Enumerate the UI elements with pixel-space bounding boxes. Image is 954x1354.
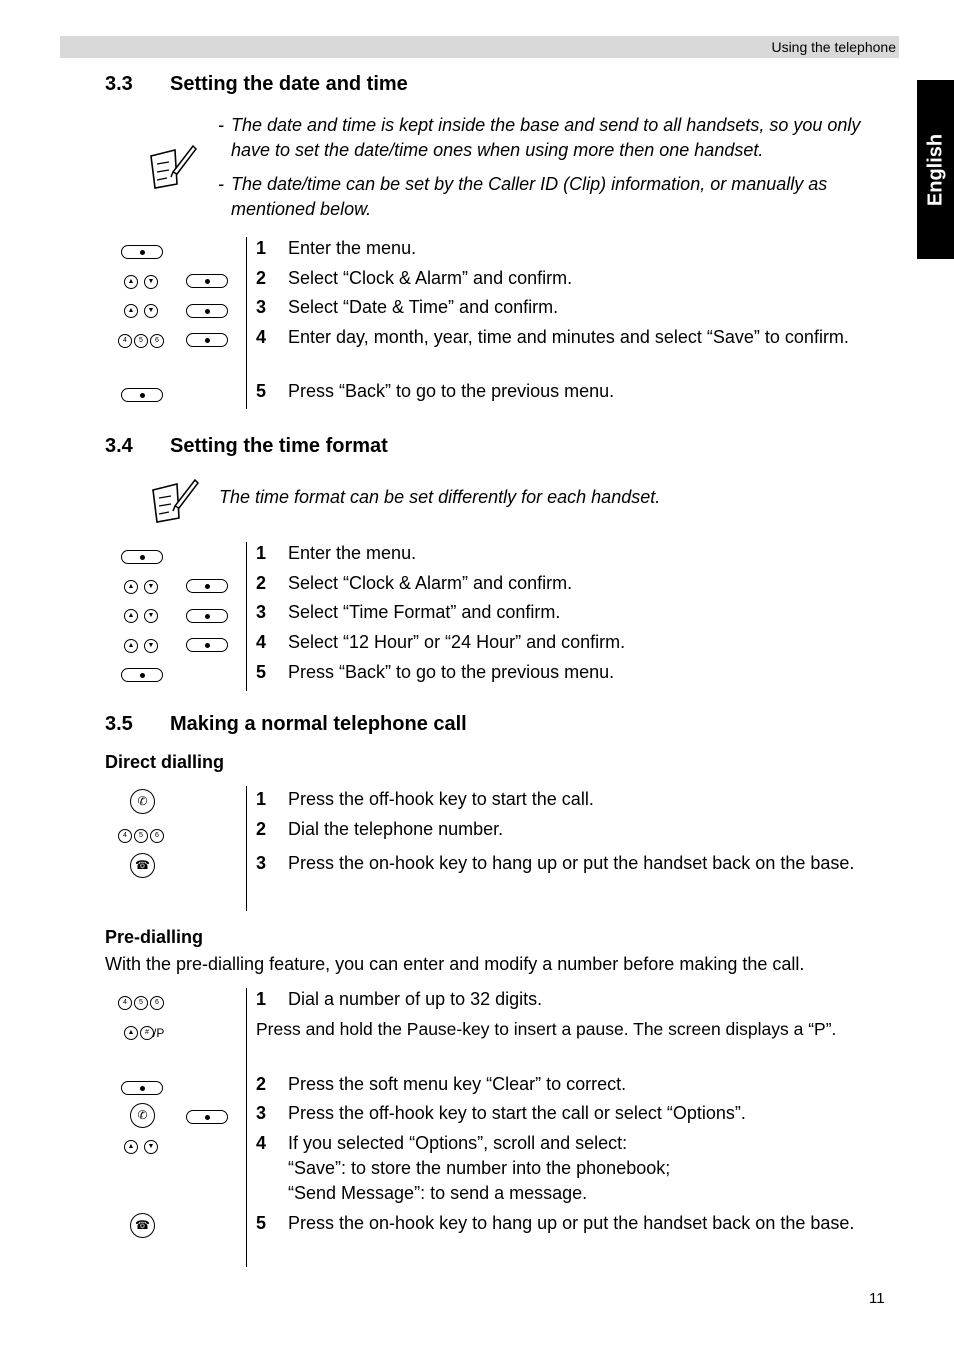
keypad-5-icon: 5 xyxy=(134,334,148,348)
pause-key-label: /P xyxy=(153,1026,165,1040)
note-line: - The date and time is kept inside the base and send to all handsets, so you only have to set the date/time ones when using more then one handset. xyxy=(218,115,861,160)
running-header-text: Using the telephone xyxy=(771,39,896,55)
off-hook-icon: ✆ xyxy=(130,1103,155,1128)
softkey-icon xyxy=(186,1110,228,1124)
softkey-icon xyxy=(186,333,228,347)
step-item: 3 Select “Date & Time” and confirm. xyxy=(256,297,559,317)
step-item: “Save”: to store the number into the phonebook; xyxy=(288,1158,671,1178)
on-hook-icon: ☎ xyxy=(130,1213,155,1238)
up-arrow-icon: ▲ xyxy=(124,304,138,318)
up-arrow-icon: ▲ xyxy=(124,609,138,623)
note-box-3-3 xyxy=(218,113,900,222)
softkey-icon xyxy=(121,245,163,259)
step-item: 2 Select “Clock & Alarm” and confirm. xyxy=(256,573,573,593)
softkey-icon xyxy=(121,388,163,402)
up-arrow-icon: ▲ xyxy=(124,580,138,594)
section-heading-3-4: 3.4 Setting the time format xyxy=(105,435,388,457)
note-line: - The date/time can be set by the Caller ID (Clip) information, or manually as mentioned below. xyxy=(218,174,828,219)
softkey-icon xyxy=(186,304,228,318)
keypad-4-icon: 4 xyxy=(118,829,132,843)
page-number: 11 xyxy=(869,1290,885,1307)
section-heading-3-5: 3.5 Making a normal telephone call xyxy=(105,713,467,735)
step-item: 2 Select “Clock & Alarm” and confirm. xyxy=(256,268,573,288)
note-box-3-4: The time format can be set differently for each handset. xyxy=(219,487,661,507)
note-icon xyxy=(147,142,197,192)
down-arrow-icon: ▼ xyxy=(144,1140,158,1154)
step-item: 3 Press the on-hook key to hang up or put the handset back on the base. xyxy=(256,853,855,873)
keypad-6-icon: 6 xyxy=(150,829,164,843)
language-tab xyxy=(917,80,954,259)
subheading-direct-dialling: Direct dialling xyxy=(105,752,225,772)
subheading-pre-dialling: Pre-dialling xyxy=(105,927,204,947)
up-arrow-icon: ▲ xyxy=(124,1026,138,1040)
note-icon xyxy=(149,476,199,526)
pre-dialling-intro: With the pre-dialling feature, you can enter and modify a number before making the call. xyxy=(105,954,805,974)
step-item: 4 Select “12 Hour” or “24 Hour” and confirm. xyxy=(256,632,626,652)
keypad-4-icon: 4 xyxy=(118,334,132,348)
softkey-icon xyxy=(186,609,228,623)
step-item: Press and hold the Pause-key to insert a pause. The screen displays a “P”. xyxy=(256,1019,837,1039)
keypad-5-icon: 5 xyxy=(134,996,148,1010)
step-item: 4 If you selected “Options”, scroll and select: xyxy=(256,1133,628,1153)
on-hook-icon: ☎ xyxy=(130,853,155,878)
softkey-icon xyxy=(186,638,228,652)
step-item: 3 Press the off-hook key to start the call or select “Options”. xyxy=(256,1103,746,1123)
keypad-6-icon: 6 xyxy=(150,996,164,1010)
step-item: 1 Dial a number of up to 32 digits. xyxy=(256,989,543,1009)
up-arrow-icon: ▲ xyxy=(124,639,138,653)
step-divider xyxy=(246,988,247,1267)
step-item: 1 Enter the menu. xyxy=(256,543,417,563)
down-arrow-icon: ▼ xyxy=(144,304,158,318)
softkey-icon xyxy=(121,668,163,682)
step-item: 3 Select “Time Format” and confirm. xyxy=(256,602,561,622)
softkey-icon xyxy=(121,1081,163,1095)
up-arrow-icon: ▲ xyxy=(124,275,138,289)
down-arrow-icon: ▼ xyxy=(144,639,158,653)
step-item: 4 Enter day, month, year, time and minutes and select “Save” to confirm. xyxy=(256,327,849,347)
step-item: “Send Message”: to send a message. xyxy=(288,1183,588,1203)
off-hook-icon: ✆ xyxy=(130,789,155,814)
step-item: 5 Press the on-hook key to hang up or put the handset back on the base. xyxy=(256,1213,855,1233)
softkey-icon xyxy=(186,579,228,593)
softkey-icon xyxy=(121,550,163,564)
step-item: 5 Press “Back” to go to the previous menu. xyxy=(256,662,615,682)
language-tab-text: English xyxy=(924,133,946,206)
step-item: 1 Enter the menu. xyxy=(256,238,417,258)
pause-key-icon: # xyxy=(140,1026,154,1040)
down-arrow-icon: ▼ xyxy=(144,580,158,594)
step-divider xyxy=(246,786,247,911)
down-arrow-icon: ▼ xyxy=(144,609,158,623)
keypad-5-icon: 5 xyxy=(134,829,148,843)
step-divider xyxy=(246,542,247,691)
up-arrow-icon: ▲ xyxy=(124,1140,138,1154)
step-item: 2 Press the soft menu key “Clear” to correct. xyxy=(256,1074,627,1094)
step-item: 5 Press “Back” to go to the previous menu. xyxy=(256,381,615,401)
softkey-icon xyxy=(186,274,228,288)
down-arrow-icon: ▼ xyxy=(144,275,158,289)
step-divider xyxy=(246,237,247,409)
step-item: 1 Press the off-hook key to start the call. xyxy=(256,789,594,809)
keypad-6-icon: 6 xyxy=(150,334,164,348)
keypad-4-icon: 4 xyxy=(118,996,132,1010)
running-header xyxy=(60,36,899,58)
section-heading-3-3: 3.3 Setting the date and time xyxy=(105,73,408,95)
step-item: 2 Dial the telephone number. xyxy=(256,819,504,839)
